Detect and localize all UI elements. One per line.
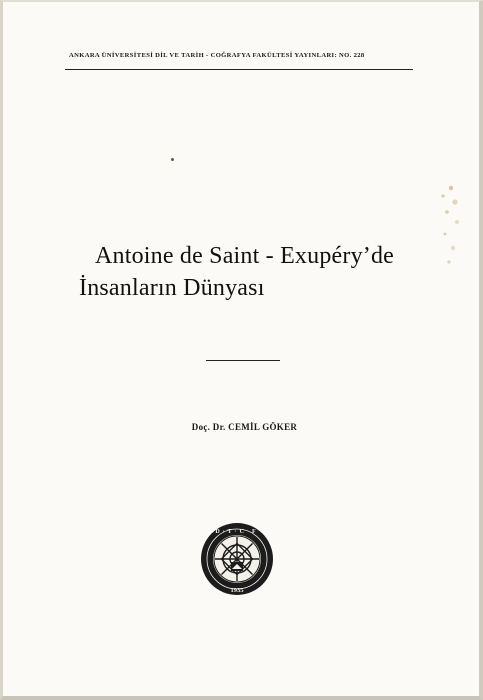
seal-year: 1935 bbox=[230, 587, 244, 594]
book-title bbox=[3, 240, 483, 304]
title-line-2: İnsanların Dünyası bbox=[79, 275, 265, 301]
seal-initials: D·T·C·F bbox=[215, 529, 259, 535]
university-seal-icon bbox=[199, 521, 275, 597]
author-name: Doç. Dr. CEMİL GÖKER bbox=[191, 422, 298, 432]
title-divider bbox=[206, 360, 280, 361]
paper-speck bbox=[171, 158, 174, 161]
title-line-1: Antoine de Saint - Exupéry’de bbox=[94, 243, 395, 269]
series-divider bbox=[65, 69, 413, 70]
publisher-series-line: ANKARA ÜNİVERSİTESİ DİL VE TARİH - COĞRAFYA FAKÜLTESİ YAYINLARI: NO. 228 bbox=[69, 52, 365, 59]
